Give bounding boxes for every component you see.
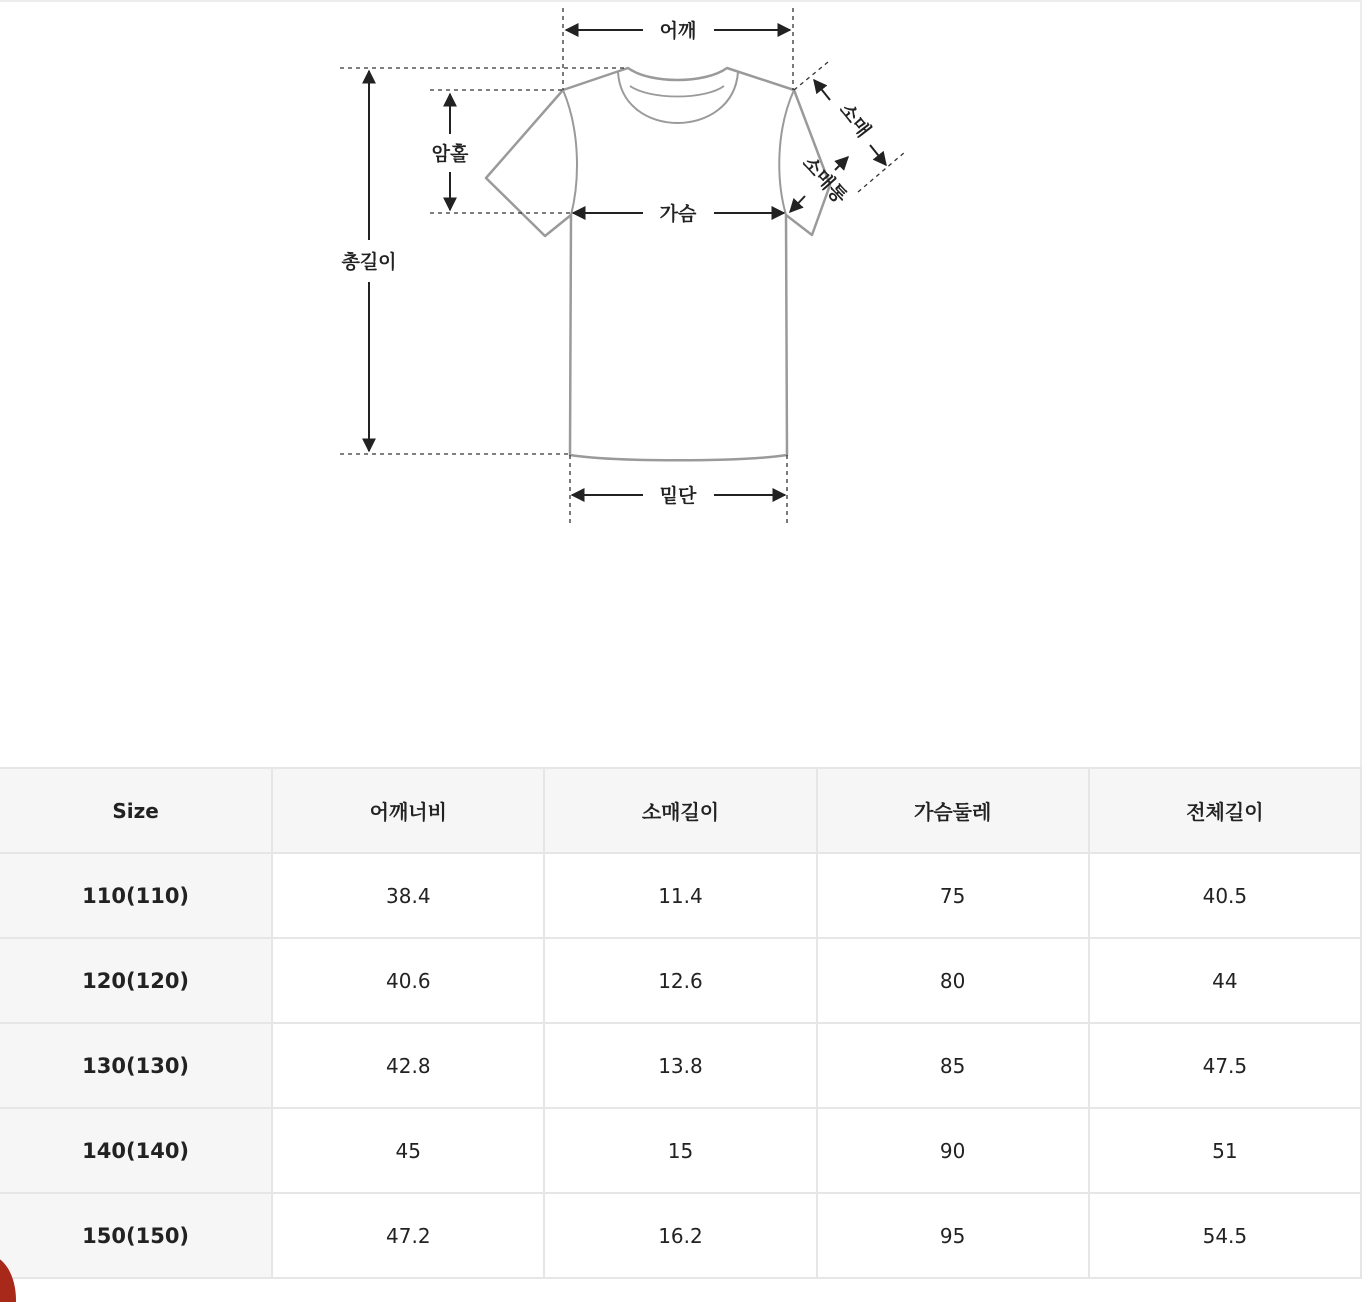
table-row xyxy=(0,1023,1361,1108)
size-cell: 110(110) xyxy=(0,853,272,938)
table-cell: 54.5 xyxy=(1089,1193,1361,1278)
header-chest: 가슴둘레 xyxy=(817,768,1089,853)
header-total-length: 전체길이 xyxy=(1089,768,1361,853)
table-cell: 16.2 xyxy=(544,1193,816,1278)
table-row xyxy=(0,1193,1361,1278)
shoulder-label: 어깨 xyxy=(659,20,697,42)
table-cell: 12.6 xyxy=(544,938,816,1023)
sleeve-width-label: 소매통 xyxy=(797,152,852,208)
table-cell: 95 xyxy=(817,1193,1089,1278)
sleeve-label: 소매 xyxy=(834,99,875,142)
table-cell: 11.4 xyxy=(544,853,816,938)
armhole-label: 암홀 xyxy=(431,143,469,165)
table-cell: 42.8 xyxy=(272,1023,544,1108)
tshirt-measurement-diagram xyxy=(0,0,1370,560)
size-cell: 130(130) xyxy=(0,1023,272,1108)
table-cell: 85 xyxy=(817,1023,1089,1108)
table-cell: 80 xyxy=(817,938,1089,1023)
size-cell: 120(120) xyxy=(0,938,272,1023)
header-shoulder-width: 어깨너비 xyxy=(272,768,544,853)
table-row xyxy=(0,853,1361,938)
table-header-row xyxy=(0,768,1361,853)
chest-label: 가슴 xyxy=(659,203,697,225)
hem-label: 밑단 xyxy=(659,485,697,507)
table-cell: 38.4 xyxy=(272,853,544,938)
total-length-label: 총길이 xyxy=(341,251,397,273)
table-cell: 75 xyxy=(817,853,1089,938)
table-row xyxy=(0,1108,1361,1193)
guide-lines xyxy=(340,8,905,525)
table-cell: 45 xyxy=(272,1108,544,1193)
table-cell: 47.2 xyxy=(272,1193,544,1278)
header-size: Size xyxy=(0,768,272,853)
header-sleeve-length: 소매길이 xyxy=(544,768,816,853)
size-cell: 140(140) xyxy=(0,1108,272,1193)
tshirt-outline-icon xyxy=(486,68,830,460)
table-cell: 47.5 xyxy=(1089,1023,1361,1108)
table-cell: 51 xyxy=(1089,1108,1361,1193)
table-cell: 40.6 xyxy=(272,938,544,1023)
table-cell: 40.5 xyxy=(1089,853,1361,938)
table-cell: 90 xyxy=(817,1108,1089,1193)
size-cell: 150(150) xyxy=(0,1193,272,1278)
table-cell: 44 xyxy=(1089,938,1361,1023)
table-cell: 13.8 xyxy=(544,1023,816,1108)
table-cell: 15 xyxy=(544,1108,816,1193)
size-table xyxy=(0,767,1362,1279)
table-row xyxy=(0,938,1361,1023)
